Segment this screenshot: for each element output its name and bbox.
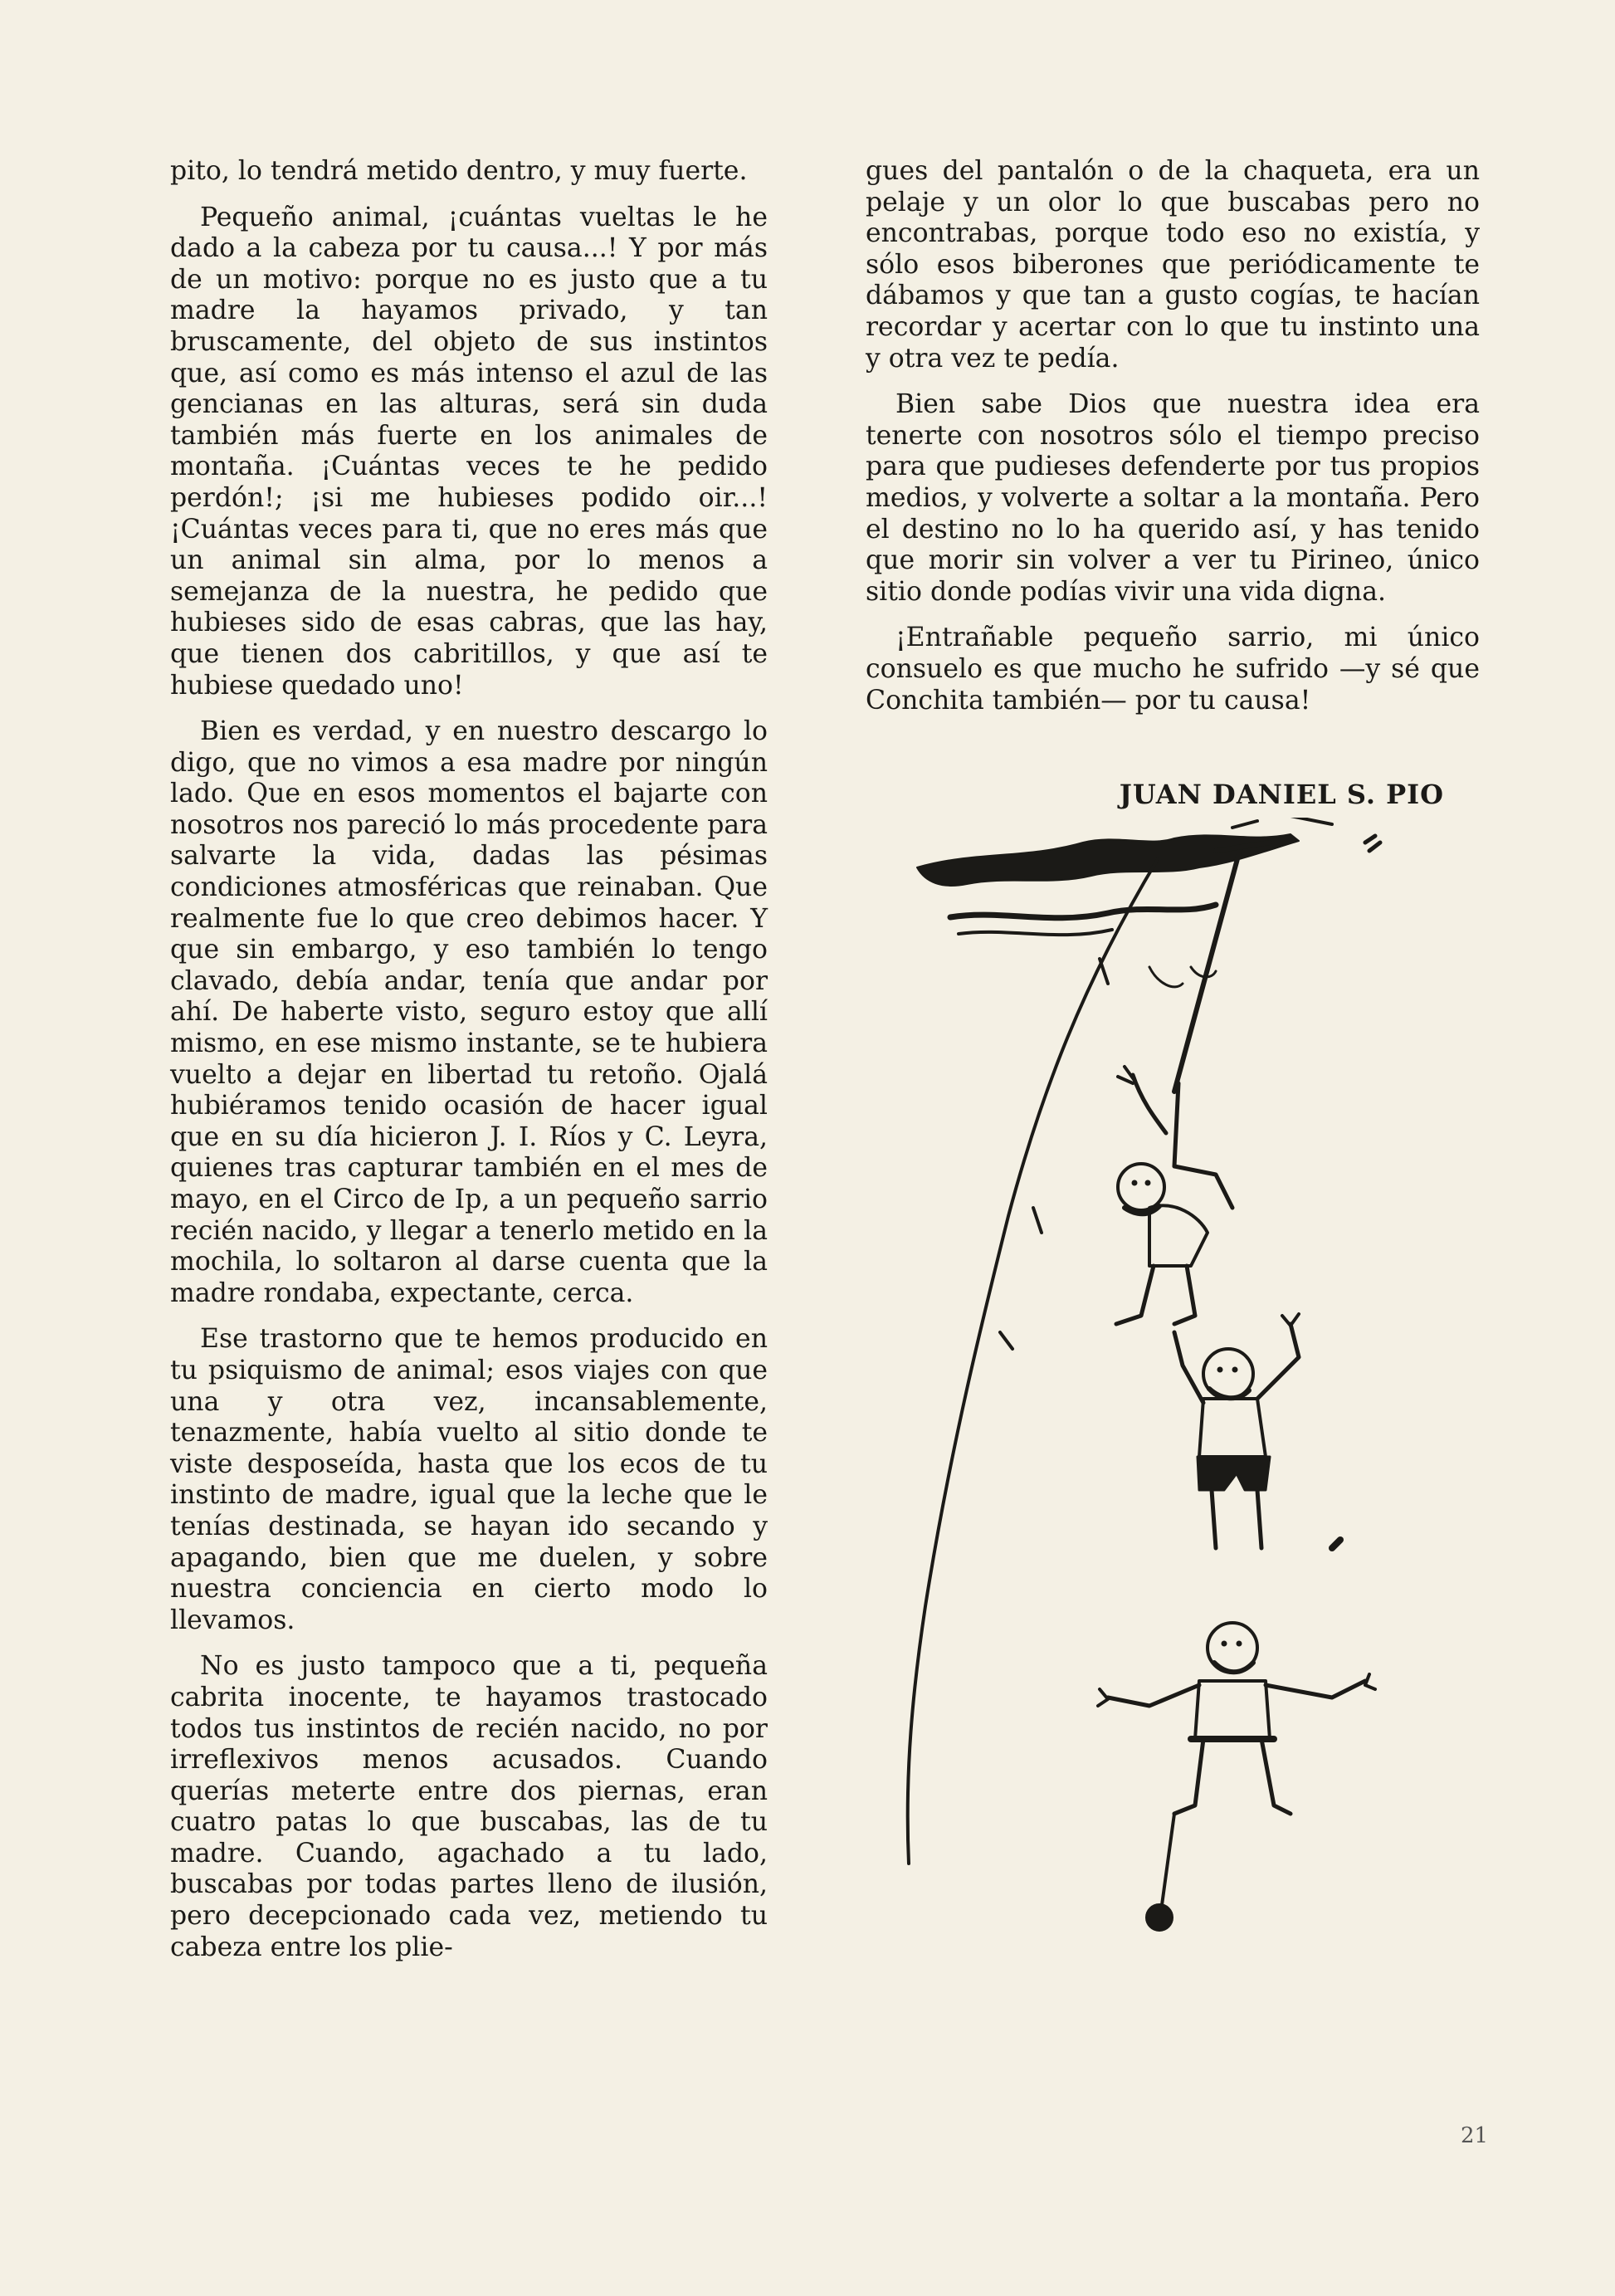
cliff-wall <box>908 859 1158 1864</box>
paragraph: Bien sabe Dios que nuestra idea era tenerte con nosotros sólo el tiempo preciso para que pudieses defenderte por tus propios medios, y volverte a soltar a la montaña. Pero el destino no lo ha querido así, y has tenido que morir sin volver a ver tu Pirineo, único sitio donde podías vivir una vida digna. <box>866 389 1480 607</box>
climber-bottom <box>1098 1623 1375 1931</box>
paragraph: No es justo tampoco que a ti, pequeña cabrita inocente, te hayamos trastocado todos tus instintos de recién nacido, no por irreflexivos menos acusados. Cuando querías meterte entre dos piernas, eran cuatro patas lo que buscabas, las de tu madre. Cuando, agachado a tu lado, buscabas por todas partes lleno de ilusión, pero decepcionado cada vez, metiendo tu cabeza entre los plie- <box>170 1651 768 1962</box>
paragraph: Ese trastorno que te hemos producido en tu psiquismo de animal; esos viajes con que una y otra vez, incansablemente, tenazmente, había vuelto al sitio donde te viste desposeída, hasta que los ecos de tu instinto de madre, igual que la leche que le tenías destinada, se hayan ido secando y apagando, bien que me duelen, y sobre nuestra conciencia en cierto modo lo llevamos. <box>170 1324 768 1635</box>
page-number: 21 <box>1461 2123 1489 2148</box>
paragraph: Bien es verdad, y en nuestro descargo lo digo, que no vimos a esa madre por ningún lado. Que en esos momentos el bajarte con nosotros nos pareció lo más procedente para salvarte la vida, dadas las pésimas condiciones atmosféricas que reinaban. Que realmente fue lo que creo debimos hacer. Y que sin embargo, y eso también lo tengo clavado, debía andar, tenía que andar por ahí. De haberte visto, seguro estoy que allí mismo, en ese mismo instante, se te hubiera vuelto a dejar en libertad tu retoño. Ojalá hubiéramos tenido ocasión de hacer igual que en su día hicieron J. I. Ríos y C. Leyra, quienes tras capturar también en el mes de mayo, en el Circo de Ip, a un pequeño sarrio recién nacido, y llegar a tenerlo metido en la mochila, lo soltaron al darse cuenta que la madre rondaba, expectante, cerca. <box>170 716 768 1308</box>
paragraph: Pequeño animal, ¡cuántas vueltas le he dado a la cabeza por tu causa...! Y por más de un motivo: porque no es justo que a tu madre la hayamos privado, y tan bruscamente, del objeto de sus instintos que, así como es más intenso el azul de las gencianas en las alturas, será sin duda también más fuerte en los animales de montaña. ¡Cuántas veces te he pedido perdón!; ¡si me hubieses podido oir...! ¡Cuántas veces para ti, que no eres más que un animal sin alma, por lo menos a semejanza de la nuestra, he pedido que hubieses sido de esas cabras, que las hay, que tienen dos cabritillos, y que así te hubiese quedado uno! <box>170 202 768 701</box>
climber-top <box>1116 1067 1232 1324</box>
climber-middle <box>1174 1314 1340 1548</box>
article-right-column <box>866 156 1480 716</box>
article-left-column <box>170 156 768 1963</box>
ice-axe <box>1174 847 1241 1092</box>
rock-ridge <box>917 834 1299 886</box>
paragraph: ¡Entrañable pequeño sarrio, mi único consuelo es que mucho he sufrido —y sé que Conchita también— por tu causa! <box>866 623 1480 716</box>
paragraph: gues del pantalón o de la chaqueta, era un pelaje y un olor lo que buscabas pero no encontrabas, porque todo eso no existía, y sólo esos biberones que periódicamente te dábamos y que tan a gusto cogías, te hacían recordar y acertar con lo que tu instinto una y otra vez te pedía. <box>866 156 1480 374</box>
climbers-cartoon-icon <box>900 818 1498 2079</box>
author-signature: JUAN DANIEL S. PIO <box>1119 779 1444 810</box>
paragraph: pito, lo tendrá metido dentro, y muy fuerte. <box>170 156 748 186</box>
